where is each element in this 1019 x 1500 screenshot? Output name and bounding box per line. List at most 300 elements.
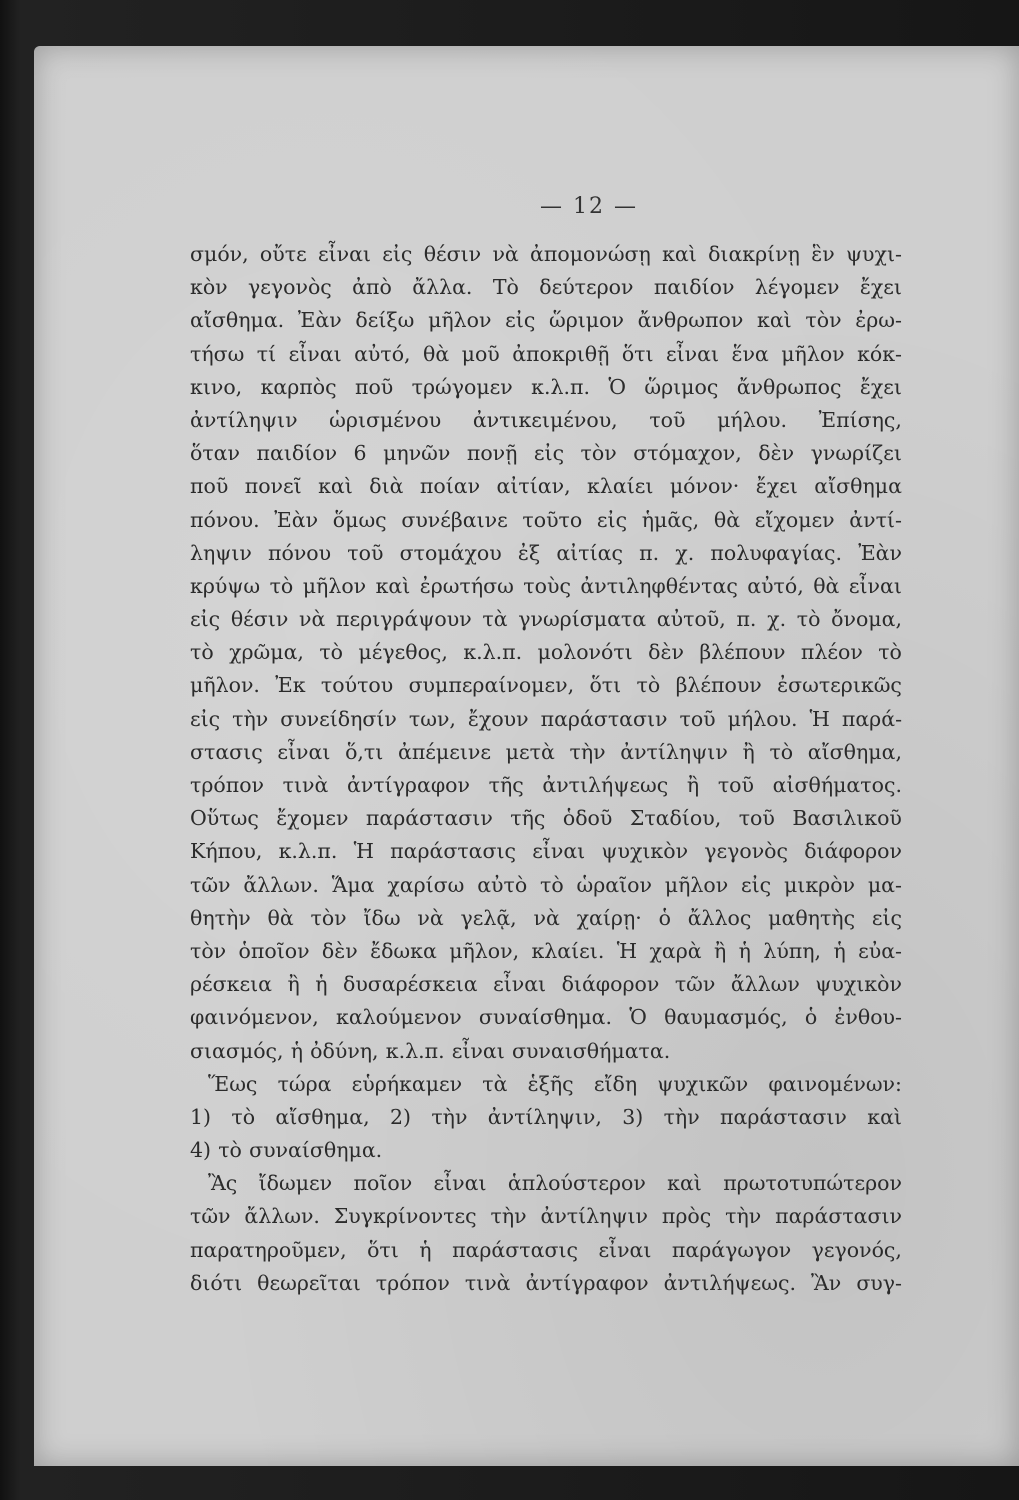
word: εἶναι bbox=[433, 1171, 487, 1196]
word: ἐρωτήσω bbox=[419, 573, 514, 598]
word: θὰ bbox=[813, 573, 840, 598]
word: μετὰ bbox=[505, 739, 555, 764]
word: καὶ bbox=[318, 474, 353, 499]
word: Ἡ bbox=[353, 839, 374, 864]
text-line bbox=[190, 238, 902, 271]
text-line bbox=[190, 537, 902, 570]
text-line bbox=[190, 1035, 902, 1068]
word: χαρὰ bbox=[649, 938, 702, 963]
word: ἢ bbox=[287, 972, 300, 997]
text-line bbox=[190, 869, 902, 902]
text-line bbox=[190, 736, 902, 769]
word: παιδίον bbox=[256, 441, 338, 466]
word: μηνῶν bbox=[383, 441, 451, 466]
text-line bbox=[190, 1200, 902, 1233]
word: χαίρῃ· bbox=[576, 905, 642, 930]
word: τήσω bbox=[190, 341, 245, 366]
word: τοῦ bbox=[717, 773, 754, 797]
word: βλέπουν bbox=[699, 640, 786, 665]
text-line bbox=[190, 1167, 902, 1200]
word: π. bbox=[639, 540, 660, 565]
text-line bbox=[190, 304, 902, 337]
word: Ἐὰν bbox=[274, 507, 319, 532]
word: διακρίνῃ bbox=[708, 242, 800, 266]
text-line bbox=[190, 504, 902, 537]
word: γνωρίσματα bbox=[518, 607, 647, 632]
word: στόμαχον, bbox=[633, 441, 742, 466]
word: ἴδω bbox=[363, 905, 401, 930]
word: μήλου. bbox=[727, 706, 798, 731]
word: 1) bbox=[190, 1104, 212, 1129]
word: πρὸς bbox=[661, 1204, 712, 1229]
text-line bbox=[190, 1234, 902, 1267]
word: αἴσθημα, bbox=[275, 1104, 370, 1129]
word: ἐξ bbox=[517, 540, 541, 565]
word: αὐτό, bbox=[747, 573, 804, 598]
word: φαινόμενον, bbox=[190, 1005, 319, 1030]
word: παρατηροῦμεν, bbox=[190, 1237, 347, 1262]
word: ἄλλων bbox=[730, 972, 800, 997]
word: πρωτοτυπώτερον bbox=[723, 1171, 902, 1196]
word: μαθητὴς bbox=[768, 905, 856, 930]
word: φαινομένων: bbox=[768, 1071, 902, 1096]
word: ἄνθρωπος bbox=[736, 374, 842, 399]
word: εἰς bbox=[190, 706, 221, 731]
word: Συγκρίνοντες bbox=[333, 1204, 477, 1229]
word: σιασμός, bbox=[190, 1038, 284, 1063]
word: ἀντιλήψεως. bbox=[663, 1270, 796, 1295]
text-line bbox=[190, 802, 902, 835]
word: ἄλλα. bbox=[412, 275, 473, 300]
word: ἔχει bbox=[859, 275, 902, 300]
word: ἐνθου- bbox=[834, 1005, 902, 1030]
word: θὰ bbox=[713, 507, 741, 532]
text-line bbox=[190, 470, 902, 503]
word: καὶ bbox=[757, 308, 792, 333]
word: στασις bbox=[190, 739, 263, 764]
word: τρόπον bbox=[190, 773, 265, 797]
word: ἀπέμεινε bbox=[397, 739, 491, 764]
word: διάφορον bbox=[561, 972, 660, 997]
word: χαρίσω bbox=[387, 872, 465, 897]
text-line bbox=[190, 1134, 902, 1167]
word: Ἐὰν bbox=[297, 308, 342, 333]
word: καὶ bbox=[662, 242, 697, 266]
word: των, bbox=[408, 706, 456, 731]
word: ἢ bbox=[742, 739, 755, 764]
word: Ἂν bbox=[811, 1270, 842, 1295]
word: ἀπὸ bbox=[352, 275, 392, 300]
text-line bbox=[190, 603, 902, 636]
text-line bbox=[190, 271, 902, 304]
word: σμόν, bbox=[190, 242, 249, 266]
word: κ.λ.π. bbox=[385, 1038, 445, 1063]
word: τοῦ bbox=[347, 540, 384, 565]
word: ἡμᾶς, bbox=[641, 507, 700, 532]
word: εἰς bbox=[741, 872, 772, 897]
word: πόνου bbox=[268, 540, 332, 565]
word: στομάχου bbox=[399, 540, 502, 565]
word: συναισθήματα. bbox=[511, 1038, 671, 1063]
word: καρπὸς bbox=[260, 374, 337, 399]
word: εἰς bbox=[382, 242, 413, 266]
word: καὶ bbox=[867, 1104, 902, 1129]
word: οὔτε bbox=[259, 242, 307, 266]
word: μῆλον bbox=[302, 573, 367, 598]
word: τὴν bbox=[569, 739, 606, 764]
word: ὁποῖον bbox=[238, 938, 310, 963]
word: συμπεραίνομεν, bbox=[408, 673, 575, 698]
word: θητὴν bbox=[190, 905, 251, 930]
word: ὡραῖον bbox=[576, 872, 652, 897]
word: ἀντικειμένου, bbox=[472, 407, 618, 432]
word: δυσαρέσκεια bbox=[342, 972, 478, 997]
word: παιδίον bbox=[653, 275, 735, 300]
word: τί bbox=[256, 341, 277, 366]
word: δείξω bbox=[355, 308, 415, 333]
word: ἡ bbox=[419, 1237, 432, 1262]
word: ἄλλος bbox=[687, 905, 752, 930]
page-number: — 12 — bbox=[540, 194, 638, 219]
word: εἰς bbox=[533, 441, 565, 466]
word: Οὕτως bbox=[190, 806, 259, 831]
word: συνέβαινε bbox=[401, 507, 508, 532]
text-line bbox=[190, 1101, 902, 1134]
word: ὥριμον bbox=[548, 308, 624, 333]
word: αἴσθημα bbox=[814, 474, 902, 499]
word: τοῦ bbox=[738, 806, 775, 831]
word: θὰ bbox=[423, 341, 450, 366]
word: τὸ bbox=[231, 1104, 256, 1129]
word: μόνον· bbox=[669, 474, 740, 499]
word: νὰ bbox=[533, 905, 560, 930]
word: κ.λ.π. bbox=[278, 839, 338, 864]
word: ἀντί- bbox=[849, 507, 902, 532]
word: ἡ bbox=[738, 938, 751, 963]
word: Ἡ bbox=[616, 938, 638, 963]
word: ἔχει bbox=[755, 474, 798, 499]
word: συνείδησίν bbox=[280, 706, 397, 731]
word: ποίαν bbox=[419, 474, 481, 499]
word: εἶναι bbox=[532, 839, 586, 864]
word: μήλου. bbox=[717, 407, 788, 432]
text-line bbox=[190, 404, 902, 437]
word: εἴχομεν bbox=[754, 507, 835, 532]
text-line bbox=[190, 636, 902, 669]
text-line bbox=[190, 968, 902, 1001]
word: εὐα- bbox=[858, 938, 902, 963]
word: ψυχικὸν bbox=[601, 839, 689, 864]
text-line bbox=[190, 1068, 902, 1101]
word: διὰ bbox=[369, 474, 404, 499]
word: ἀντίληψιν, bbox=[487, 1104, 602, 1129]
word: Σταδίου, bbox=[629, 806, 722, 831]
word: κ.λ.π. bbox=[463, 640, 523, 665]
word: αἰτίαν, bbox=[496, 474, 571, 499]
word: Ἐὰν bbox=[858, 540, 902, 565]
word: τοῦ bbox=[679, 706, 716, 731]
word: ἡ bbox=[833, 938, 846, 963]
word: ψυχικὸν bbox=[815, 972, 902, 997]
word: τῶν bbox=[190, 872, 231, 897]
word: Κήπου, bbox=[190, 839, 263, 864]
word: Ἂς bbox=[208, 1171, 238, 1196]
text-line bbox=[190, 1267, 902, 1300]
word: συναίσθημα. bbox=[478, 1005, 613, 1030]
word: ὥριμος bbox=[644, 374, 719, 399]
word: τὸ bbox=[319, 640, 344, 665]
word: τὸ bbox=[769, 739, 794, 764]
word: χ. bbox=[767, 607, 787, 632]
word: θέσιν bbox=[423, 242, 482, 266]
word: ὡρισμένου bbox=[329, 407, 442, 432]
word: Ὁ bbox=[629, 1005, 647, 1030]
word: Ὁ bbox=[608, 374, 626, 399]
word: εἰς bbox=[871, 905, 902, 930]
word: βλέπουν bbox=[675, 673, 762, 698]
word: Τὸ bbox=[492, 275, 519, 300]
word: δὲν bbox=[321, 938, 358, 963]
word: τοῦτο bbox=[522, 507, 583, 532]
word: τώρα bbox=[277, 1071, 332, 1096]
word: δεύτερον bbox=[539, 275, 634, 300]
word: πλέον bbox=[800, 640, 863, 665]
word: τὸ bbox=[190, 640, 214, 665]
word: κλαίει. bbox=[531, 938, 605, 963]
word: μέγεθος, bbox=[358, 640, 448, 665]
word: κινο, bbox=[190, 374, 243, 399]
word: τῆς bbox=[488, 773, 524, 797]
word: ἐσωτερικῶς bbox=[777, 673, 902, 698]
word: μα- bbox=[867, 872, 902, 897]
word: ἀντίληψιν bbox=[540, 1204, 649, 1229]
word: ἀποκριθῇ bbox=[512, 341, 610, 366]
word: τοῦ bbox=[649, 407, 686, 432]
word: παράστασις bbox=[390, 839, 517, 864]
word: κρύψω bbox=[190, 573, 261, 598]
word: εἶναι bbox=[451, 1038, 505, 1063]
word: αὐτὸ bbox=[477, 872, 528, 897]
word: αὐτό, bbox=[354, 341, 411, 366]
word: τὴν bbox=[725, 1204, 762, 1229]
word: παράστασιν bbox=[775, 1204, 902, 1229]
word: τούτου bbox=[320, 673, 394, 698]
body-text bbox=[190, 238, 902, 1300]
word: ληψιν bbox=[190, 540, 252, 565]
word: παράστασιν bbox=[365, 806, 493, 831]
word: τρώγομεν bbox=[411, 374, 513, 399]
word: μοῦ bbox=[461, 341, 500, 366]
word: κλαίει bbox=[587, 474, 654, 499]
word: ὁ bbox=[804, 1005, 818, 1030]
word: Ἕως bbox=[208, 1071, 258, 1096]
word: καὶ bbox=[375, 573, 411, 598]
word: ἓν bbox=[811, 242, 835, 266]
word: μολονότι bbox=[537, 640, 633, 665]
text-line bbox=[190, 570, 902, 603]
word: νὰ bbox=[298, 607, 326, 632]
word: αἴσθημα, bbox=[807, 739, 902, 764]
word: τῶν bbox=[674, 972, 716, 997]
word: 2) bbox=[389, 1104, 411, 1129]
word: τὸ bbox=[796, 607, 821, 632]
word: ἔχει bbox=[859, 374, 902, 399]
word: εἶναι bbox=[666, 341, 720, 366]
text-line bbox=[190, 1001, 902, 1034]
text-line bbox=[190, 669, 902, 702]
word: ὁδοῦ bbox=[562, 806, 613, 831]
word: 4) bbox=[190, 1138, 212, 1163]
word: γεγονὸς bbox=[248, 275, 332, 300]
word: γνωρίζει bbox=[810, 441, 902, 466]
word: θαυμασμός, bbox=[664, 1005, 788, 1030]
text-line bbox=[190, 769, 902, 802]
word: ἢ bbox=[714, 938, 727, 963]
word: ἐρω- bbox=[855, 308, 902, 333]
word: εὑρήκαμεν bbox=[351, 1071, 463, 1096]
word: ἀντιλήψεως bbox=[542, 773, 669, 797]
word: θέσιν bbox=[230, 607, 289, 632]
word: μικρὸν bbox=[783, 872, 855, 897]
word: πονῇ bbox=[466, 441, 518, 466]
word: ὅτι bbox=[589, 673, 622, 698]
word: τὸ bbox=[218, 1138, 242, 1163]
word: δὲν bbox=[648, 640, 684, 665]
word: πόνου. bbox=[190, 507, 260, 532]
word: τὴν bbox=[663, 1104, 700, 1129]
word: παράστασιν bbox=[540, 706, 668, 731]
word: πονεῖ bbox=[244, 474, 302, 499]
word: ἔδωκα bbox=[370, 938, 437, 963]
word: χρῶμα, bbox=[229, 640, 304, 665]
word: χ. bbox=[675, 540, 695, 565]
word: τοὺς bbox=[523, 573, 571, 598]
word: γεγονός, bbox=[811, 1237, 902, 1262]
word: μῆλον bbox=[781, 341, 845, 366]
word: αἴσθημα. bbox=[190, 308, 285, 333]
word: εἶναι bbox=[277, 739, 331, 764]
word: κ.λ.π. bbox=[531, 374, 590, 399]
word: αἰτίας bbox=[556, 540, 623, 565]
word: γεγονὸς bbox=[704, 839, 788, 864]
word: Ἐπίσης, bbox=[818, 407, 902, 432]
word: κὸν bbox=[190, 275, 228, 300]
word: 3) bbox=[622, 1104, 644, 1129]
word: τῶν bbox=[190, 1204, 231, 1229]
word: παράστασις bbox=[452, 1237, 578, 1262]
word: τὸ bbox=[540, 872, 564, 897]
word: θὰ bbox=[267, 905, 294, 930]
word: ρέσκεια bbox=[190, 972, 272, 997]
word: τὸ bbox=[878, 640, 902, 665]
word: κόκ- bbox=[857, 341, 902, 366]
word: τινὰ bbox=[282, 773, 329, 797]
word: Ἅμα bbox=[331, 872, 375, 897]
word: ἀντίγραφον bbox=[525, 1270, 649, 1295]
word: αἰσθήματος. bbox=[772, 773, 902, 797]
word: ποῦ bbox=[354, 374, 394, 399]
word: ψυχι- bbox=[845, 242, 902, 266]
word: αὐτοῦ, bbox=[656, 607, 726, 632]
word: θεωρεῖται bbox=[257, 1270, 361, 1295]
word: 6 bbox=[353, 441, 367, 466]
word: εἶναι bbox=[317, 242, 371, 266]
word: ψυχικῶν bbox=[657, 1071, 749, 1096]
text-line bbox=[190, 935, 902, 968]
text-line bbox=[190, 902, 902, 935]
word: ὅτι bbox=[621, 341, 654, 366]
word: ἄλλων. bbox=[244, 1204, 320, 1229]
word: καλούμενον bbox=[336, 1005, 462, 1030]
word: τὸν bbox=[580, 441, 617, 466]
word: γελᾷ, bbox=[460, 905, 517, 930]
word: ὅτι bbox=[367, 1237, 399, 1262]
text-line bbox=[190, 703, 902, 736]
word: εἶναι bbox=[598, 1237, 652, 1262]
word: τὸν bbox=[805, 308, 842, 333]
word: ὅ,τι bbox=[345, 739, 384, 764]
word: ἀντιληφθέντας bbox=[580, 573, 738, 598]
word: τὴν bbox=[431, 1104, 468, 1129]
word: ἁπλούστερον bbox=[507, 1171, 646, 1196]
word: ὅμως bbox=[332, 507, 387, 532]
word: ἀπομονώσῃ bbox=[530, 242, 651, 266]
word: παράγωγον bbox=[671, 1237, 792, 1262]
word: τὸν bbox=[310, 905, 347, 930]
word: παράστασιν bbox=[720, 1104, 847, 1129]
word: εἶναι bbox=[848, 573, 902, 598]
word: ἀντίληψιν bbox=[620, 739, 728, 764]
word: ὅταν bbox=[190, 441, 240, 466]
word: λύπη, bbox=[763, 938, 822, 963]
word: τινὰ bbox=[464, 1270, 511, 1295]
word: πολυφαγίας. bbox=[710, 540, 843, 565]
word: δὲν bbox=[758, 441, 795, 466]
word: εἶναι bbox=[288, 341, 342, 366]
word: ἢ bbox=[686, 773, 700, 797]
word: Ἐκ bbox=[275, 673, 306, 698]
word: τὴν bbox=[490, 1204, 527, 1229]
word: παρά- bbox=[841, 706, 902, 731]
word: τὸ bbox=[636, 673, 661, 698]
word: ποῦ bbox=[190, 474, 229, 499]
word: εἴδη bbox=[593, 1071, 638, 1096]
word: νὰ bbox=[417, 905, 444, 930]
word: εἰς bbox=[596, 507, 628, 532]
word: ἄλλων. bbox=[243, 872, 319, 897]
word: Βασιλικοῦ bbox=[792, 806, 902, 831]
word: εἶναι bbox=[493, 972, 547, 997]
word: τῆς bbox=[510, 806, 546, 831]
word: λέγομεν bbox=[754, 275, 840, 300]
word: ποῖον bbox=[353, 1171, 413, 1196]
word: τὰ bbox=[482, 607, 508, 632]
word: διότι bbox=[190, 1270, 243, 1295]
text-line bbox=[190, 835, 902, 868]
word: συναίσθημα. bbox=[249, 1138, 383, 1163]
text-line bbox=[190, 338, 902, 371]
word: μῆλον bbox=[664, 872, 729, 897]
word: ὄνομα, bbox=[831, 607, 902, 632]
word: π. bbox=[736, 607, 757, 632]
word: τὸ bbox=[269, 573, 294, 598]
text-line bbox=[190, 371, 902, 404]
word: διάφορον bbox=[804, 839, 902, 864]
word: νὰ bbox=[492, 242, 519, 266]
word: τρόπον bbox=[375, 1270, 450, 1295]
word: ἀντίγραφον bbox=[346, 773, 470, 797]
word: ἡ bbox=[290, 1038, 303, 1063]
